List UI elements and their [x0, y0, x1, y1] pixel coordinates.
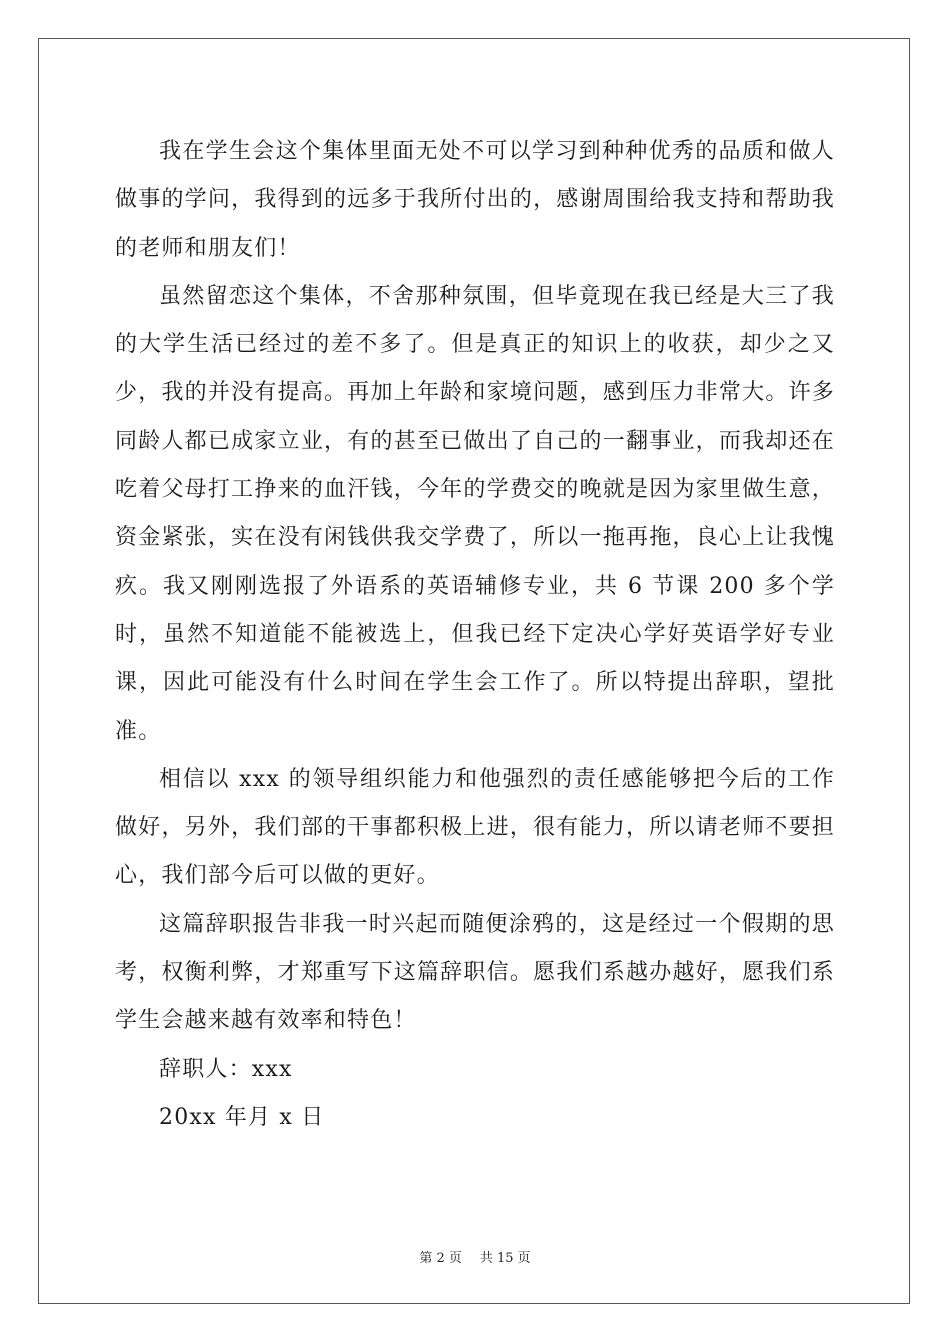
paragraph-4: 这篇辞职报告非我一时兴起而随便涂鸦的，这是经过一个假期的思考，权衡利弊，才郑重写下这篇辞职信。愿我们系越办越好，愿我们系学生会越来越有效率和特色！: [115, 911, 835, 1034]
signature-line: 辞职人：xxx: [159, 1056, 293, 1082]
paragraph-3: 相信以 xxx 的领导组织能力和他强烈的责任感能够把今后的工作做好，另外，我们部的干事都积极上进，很有能力，所以请老师不要担心，我们部今后可以做的更好。: [115, 766, 835, 889]
paragraph-2: 虽然留恋这个集体，不舍那种氛围，但毕竟现在我已经是大三了我的大学生活已经过的差不多了。但是真正的知识上的收获，却少之又少，我的并没有提高。再加上年龄和家境问题，感到压力非常大。许多同龄人都已成家立业，有的甚至已做出了自己的一翻事业，而我却还在吃着父母打工挣来的血汗钱，今年的学费交的晚就是因为家里做生意，资金紧张，实在没有闲钱供我交学费了，所以一拖再拖，良心上让我愧疚。我又刚刚选报了外语系的英语辅修专业，共 6 节课 200 多个学时，虽然不知道能不能被选上，但我已经下定决心学好英语学好专业课，因此可能没有什么时间在学生会工作了。所以特提出辞职，望批准。: [115, 283, 835, 744]
document-body: [115, 128, 835, 1142]
page-footer: [0, 1247, 950, 1266]
page-number-total: 共 15 页: [479, 1251, 531, 1266]
page-number-current: 第 2 页: [419, 1251, 462, 1266]
date-line: 20xx 年月 x 日: [159, 1104, 325, 1130]
paragraph-1: 我在学生会这个集体里面无处不可以学习到种种优秀的品质和做人做事的学问，我得到的远多于我所付出的，感谢周围给我支持和帮助我的老师和朋友们！: [115, 139, 835, 261]
